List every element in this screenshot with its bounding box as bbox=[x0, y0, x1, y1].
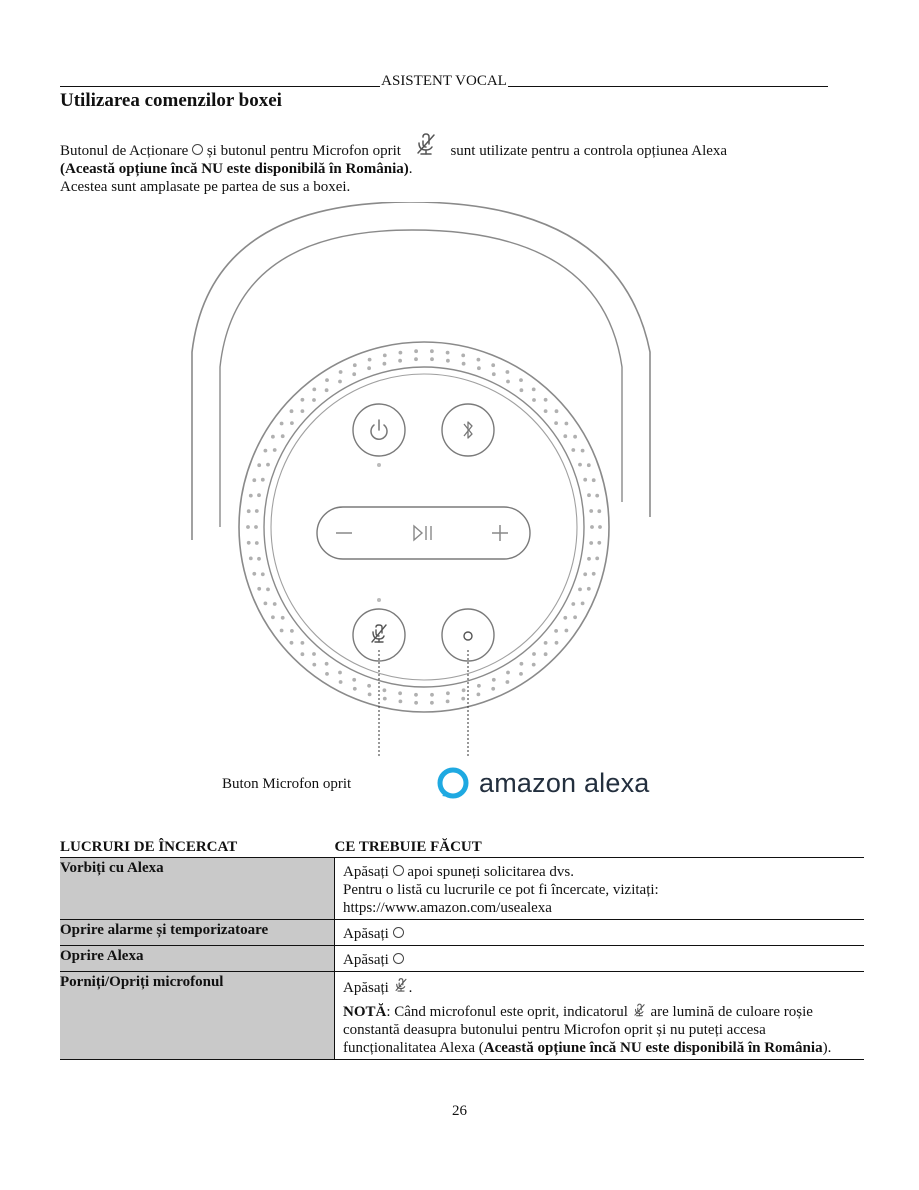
grille-dot bbox=[368, 693, 372, 697]
grille-dot bbox=[414, 357, 418, 361]
playback-bar bbox=[317, 507, 530, 559]
row-thing: Oprire Alexa bbox=[60, 946, 335, 972]
mic-off-icon bbox=[393, 977, 409, 994]
power-button[interactable] bbox=[353, 404, 405, 456]
grille-dot bbox=[280, 629, 284, 633]
grille-dot bbox=[301, 641, 305, 645]
grille-dot bbox=[414, 693, 418, 697]
grille-dot bbox=[367, 684, 371, 688]
grille-dot bbox=[353, 363, 357, 367]
grille-dot bbox=[301, 652, 305, 656]
header-things-to-try: LUCRURI DE ÎNCERCAT bbox=[60, 839, 335, 858]
grille-dot bbox=[339, 370, 343, 374]
grille-dot bbox=[254, 525, 258, 529]
grille-dot bbox=[264, 449, 268, 453]
grille-dot bbox=[492, 678, 496, 682]
grille-dot bbox=[491, 687, 495, 691]
grille-dot bbox=[462, 688, 466, 692]
row-thing: Porniți/Opriți microfonul bbox=[60, 972, 335, 1060]
grille-dot bbox=[532, 398, 536, 402]
grille-dot bbox=[383, 688, 387, 692]
mic-off-button[interactable] bbox=[353, 609, 405, 661]
grille-dot bbox=[581, 602, 585, 606]
grille-dot bbox=[571, 602, 575, 606]
grille-dot bbox=[339, 680, 343, 684]
grille-dot bbox=[563, 616, 567, 620]
grille-dot bbox=[414, 701, 418, 705]
grille-dot bbox=[430, 357, 434, 361]
intro-location-text: Acestea sunt amplasate pe partea de sus a boxei. bbox=[60, 179, 351, 195]
grille-dot bbox=[462, 362, 466, 366]
grille-dot bbox=[399, 700, 403, 704]
action-press-text: Apăsați bbox=[343, 980, 389, 996]
grille-dot bbox=[367, 366, 371, 370]
grille-dot bbox=[368, 358, 372, 362]
grille-dot bbox=[273, 602, 277, 606]
grille-dot bbox=[554, 629, 558, 633]
grille-dot bbox=[446, 700, 450, 704]
page-number: 26 bbox=[452, 1103, 467, 1119]
grille-dot bbox=[249, 494, 253, 498]
grille-dot bbox=[325, 672, 329, 676]
action-press-text: Apăsați bbox=[343, 926, 389, 942]
grille-dot bbox=[261, 478, 265, 482]
grille-dot bbox=[257, 493, 261, 497]
grille-dot bbox=[247, 509, 251, 513]
grille-dot bbox=[461, 354, 465, 358]
intro-paragraph bbox=[60, 133, 860, 196]
grille-dot bbox=[565, 629, 569, 633]
grille-dot bbox=[477, 693, 481, 697]
grille-dot bbox=[271, 615, 275, 619]
grille-dot bbox=[597, 509, 601, 513]
grille-dot bbox=[338, 671, 342, 675]
grille-dot bbox=[266, 588, 270, 592]
grille-dot bbox=[532, 663, 536, 667]
grille-dot bbox=[325, 662, 329, 666]
row-thing: Vorbiți cu Alexa bbox=[60, 858, 335, 920]
intro-period: . bbox=[408, 161, 413, 177]
row-action bbox=[335, 946, 865, 972]
grille-dot bbox=[352, 678, 356, 682]
grille-dot bbox=[587, 493, 591, 497]
grille-dot bbox=[273, 448, 277, 452]
grille-dot bbox=[587, 587, 591, 591]
row-action bbox=[335, 972, 865, 1060]
amazon-alexa-logo bbox=[436, 766, 650, 800]
grille-dot bbox=[446, 351, 450, 355]
grille-dot bbox=[312, 398, 316, 402]
note-text: : Când microfonul este oprit, indicatorul bbox=[386, 1004, 628, 1020]
grille-dot bbox=[492, 372, 496, 376]
grille-dot bbox=[532, 652, 536, 656]
grille-dot bbox=[555, 409, 559, 413]
grille-dot bbox=[383, 354, 387, 358]
grille-dot bbox=[506, 370, 510, 374]
grille-dot bbox=[352, 372, 356, 376]
speaker-top-diagram bbox=[180, 202, 680, 762]
grille-dot bbox=[430, 349, 434, 353]
grille-dot bbox=[554, 421, 558, 425]
mic-button-caption: Buton Microfon oprit bbox=[222, 776, 352, 792]
grille-dot bbox=[477, 684, 481, 688]
grille-dot bbox=[271, 435, 275, 439]
action-icon bbox=[393, 927, 404, 938]
note-availability: Această opțiune încă NU este disponibilă în România bbox=[483, 1040, 823, 1056]
action-button[interactable] bbox=[442, 609, 494, 661]
grille-dot bbox=[544, 652, 548, 656]
header-rule-left bbox=[60, 86, 380, 87]
note-label: NOTĂ bbox=[343, 1004, 387, 1020]
grille-dot bbox=[312, 663, 316, 667]
grille-dot bbox=[325, 378, 329, 382]
grille-dot bbox=[246, 525, 250, 529]
grille-dot bbox=[491, 363, 495, 367]
grille-dot bbox=[544, 398, 548, 402]
grille-dot bbox=[587, 463, 591, 467]
bluetooth-button[interactable] bbox=[442, 404, 494, 456]
grille-dot bbox=[592, 478, 596, 482]
grille-dot bbox=[506, 380, 510, 384]
grille-dot bbox=[520, 662, 524, 666]
grille-dot bbox=[544, 641, 548, 645]
grille-dot bbox=[563, 434, 567, 438]
header-rule-right bbox=[508, 86, 828, 87]
grille-dot bbox=[281, 434, 285, 438]
grille-dot bbox=[506, 680, 510, 684]
alexa-ring-icon bbox=[436, 766, 470, 800]
grille-dot bbox=[578, 588, 582, 592]
action-icon bbox=[192, 144, 203, 155]
grille-dot bbox=[592, 572, 596, 576]
grille-dot bbox=[398, 359, 402, 363]
power-indicator bbox=[377, 463, 381, 467]
table-row bbox=[60, 920, 864, 946]
intro-text-2: și butonul pentru Microfon oprit bbox=[206, 143, 401, 159]
grille-dot bbox=[578, 463, 582, 467]
grille-dot bbox=[290, 641, 294, 645]
grille-dot bbox=[565, 422, 569, 426]
grille-dot bbox=[477, 366, 481, 370]
grille-dot bbox=[571, 448, 575, 452]
action-period: . bbox=[408, 980, 413, 996]
intro-availability-note: (Această opțiune încă NU este disponibilă în România) bbox=[60, 161, 409, 177]
grille-dot bbox=[414, 349, 418, 353]
grille-dot bbox=[581, 449, 585, 453]
grille-dot bbox=[587, 557, 591, 561]
grille-dot bbox=[290, 409, 294, 413]
grille-dot bbox=[595, 557, 599, 561]
action-press-text: Apăsați bbox=[343, 952, 389, 968]
mic-off-indicator bbox=[377, 598, 381, 602]
header-what-to-do: CE TREBUIE FĂCUT bbox=[335, 839, 865, 858]
grille-dot bbox=[589, 509, 593, 513]
grille-dot bbox=[555, 641, 559, 645]
grille-dot bbox=[583, 572, 587, 576]
action-text: apoi spuneți solicitarea dvs. bbox=[407, 864, 574, 880]
grille-dot bbox=[520, 388, 524, 392]
grille-dot bbox=[264, 602, 268, 606]
grille-dot bbox=[430, 693, 434, 697]
row-action bbox=[335, 920, 865, 946]
grille-dot bbox=[252, 572, 256, 576]
grille-dot bbox=[252, 478, 256, 482]
grille-dot bbox=[383, 362, 387, 366]
section-title: Utilizarea comenzilor boxei bbox=[60, 90, 282, 111]
alexa-logo-text: amazon alexa bbox=[479, 767, 650, 798]
grille-dot bbox=[255, 541, 259, 545]
grille-dot bbox=[477, 358, 481, 362]
grille-dot bbox=[430, 701, 434, 705]
grille-dot bbox=[573, 615, 577, 619]
table-row bbox=[60, 972, 864, 1060]
grille-dot bbox=[519, 672, 523, 676]
grille-dot bbox=[312, 652, 316, 656]
grille-dot bbox=[353, 687, 357, 691]
table-row bbox=[60, 858, 864, 920]
grille-dot bbox=[461, 697, 465, 701]
grille-dot bbox=[325, 388, 329, 392]
grille-dot bbox=[519, 378, 523, 382]
grille-dot bbox=[257, 587, 261, 591]
grille-dot bbox=[257, 463, 261, 467]
grille-dot bbox=[290, 421, 294, 425]
row-thing: Oprire alarme și temporizatoare bbox=[60, 920, 335, 946]
header-title: ASISTENT VOCAL bbox=[381, 73, 507, 89]
action-icon bbox=[393, 865, 404, 876]
grille-dot bbox=[301, 398, 305, 402]
intro-text-1: Butonul de Acționare bbox=[60, 143, 189, 159]
grille-dot bbox=[598, 525, 602, 529]
grille-dot bbox=[290, 629, 294, 633]
action-icon bbox=[393, 953, 404, 964]
row-action bbox=[335, 858, 865, 920]
grille-dot bbox=[383, 697, 387, 701]
grille-dot bbox=[583, 478, 587, 482]
note-end: ). bbox=[822, 1040, 832, 1056]
grille-dot bbox=[544, 409, 548, 413]
grille-dot bbox=[506, 671, 510, 675]
grille-dot bbox=[595, 494, 599, 498]
action-text: Pentru o listă cu lucrurile ce pot fi încercate, vizitați: bbox=[343, 882, 659, 898]
table-row bbox=[60, 946, 864, 972]
grille-dot bbox=[590, 525, 594, 529]
grille-dot bbox=[280, 422, 284, 426]
grille-dot bbox=[266, 463, 270, 467]
mic-off-icon bbox=[413, 133, 439, 157]
running-header bbox=[60, 71, 828, 89]
grille-dot bbox=[338, 380, 342, 384]
grille-dot bbox=[589, 541, 593, 545]
mic-off-icon bbox=[632, 1003, 647, 1018]
grille-dot bbox=[281, 616, 285, 620]
intro-text-3: sunt utilizate pentru a controla opțiunea Alexa bbox=[450, 143, 728, 159]
grille-dot bbox=[398, 691, 402, 695]
grille-dot bbox=[446, 359, 450, 363]
grille-dot bbox=[249, 557, 253, 561]
grille-dot bbox=[399, 351, 403, 355]
grille-dot bbox=[573, 435, 577, 439]
grille-dot bbox=[446, 691, 450, 695]
commands-table bbox=[60, 839, 864, 1060]
grille-dot bbox=[301, 409, 305, 413]
grille-dot bbox=[261, 572, 265, 576]
note-text: are lumină de culoare roșie constantă deasupra butonului pentru Microfon oprit și nu puteți accesa funcționalitatea Alexa ( bbox=[343, 1004, 813, 1056]
table-header-row bbox=[60, 839, 864, 858]
grille-dot bbox=[247, 541, 251, 545]
grille-dot bbox=[312, 388, 316, 392]
grille-dot bbox=[532, 388, 536, 392]
grille-dot bbox=[597, 541, 601, 545]
grille-dot bbox=[255, 509, 259, 513]
grille-dot bbox=[257, 557, 261, 561]
usealexa-link[interactable]: https://www.amazon.com/usealexa bbox=[343, 900, 552, 916]
action-press-text: Apăsați bbox=[343, 864, 389, 880]
